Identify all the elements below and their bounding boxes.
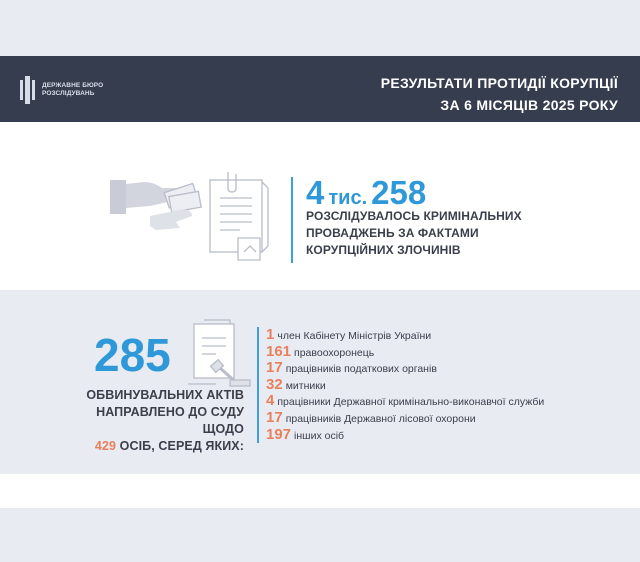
stat1-description: РОЗСЛІДУВАЛОСЬ КРИМІНАЛЬНИХ ПРОВАДЖЕНЬ ЗА ФАКТАМИ КОРУПЦІЙНИХ ЗЛОЧИНІВ [306, 209, 522, 257]
stat2-number: 285 [94, 329, 171, 381]
breakdown-list [266, 327, 544, 443]
persons-count: 429 [94, 439, 117, 453]
list-item: 17 працівників Державної лісової охорони [266, 408, 476, 426]
stat2-description: ОБВИНУВАЛЬНИХ АКТІВ НАПРАВЛЕНО ДО СУДУ ЩОДО 429 ОСІБ, СЕРЕД ЯКИХ: [86, 388, 244, 453]
list-item: 1 член Кабінету Міністрів України [266, 326, 432, 343]
list-item: 197 інших осіб [266, 425, 345, 443]
bottom-band [0, 508, 640, 562]
list-item: 32 митники [266, 375, 326, 393]
list-item: 17 працівників податкових органів [266, 359, 437, 377]
gavel-document-icon [186, 318, 256, 390]
org-name: ДЕРЖАВНЕ БЮРО РОЗСЛІДУВАНЬ [42, 82, 104, 97]
white-spacer [0, 474, 640, 508]
divider-line [291, 177, 293, 263]
divider-line [257, 327, 259, 443]
page-title: РЕЗУЛЬТАТИ ПРОТИДІЇ КОРУПЦІЇ ЗА 6 МІСЯЦІВ 2025 РОКУ [380, 75, 618, 113]
list-item: 161 правоохоронець [266, 342, 375, 360]
stat1-number: 4 тис. 258 [306, 174, 427, 211]
list-item: 4 працівники Державної кримінально-виконавчої служби [266, 392, 545, 410]
hands-document-icon [110, 168, 280, 264]
top-band [0, 0, 640, 56]
